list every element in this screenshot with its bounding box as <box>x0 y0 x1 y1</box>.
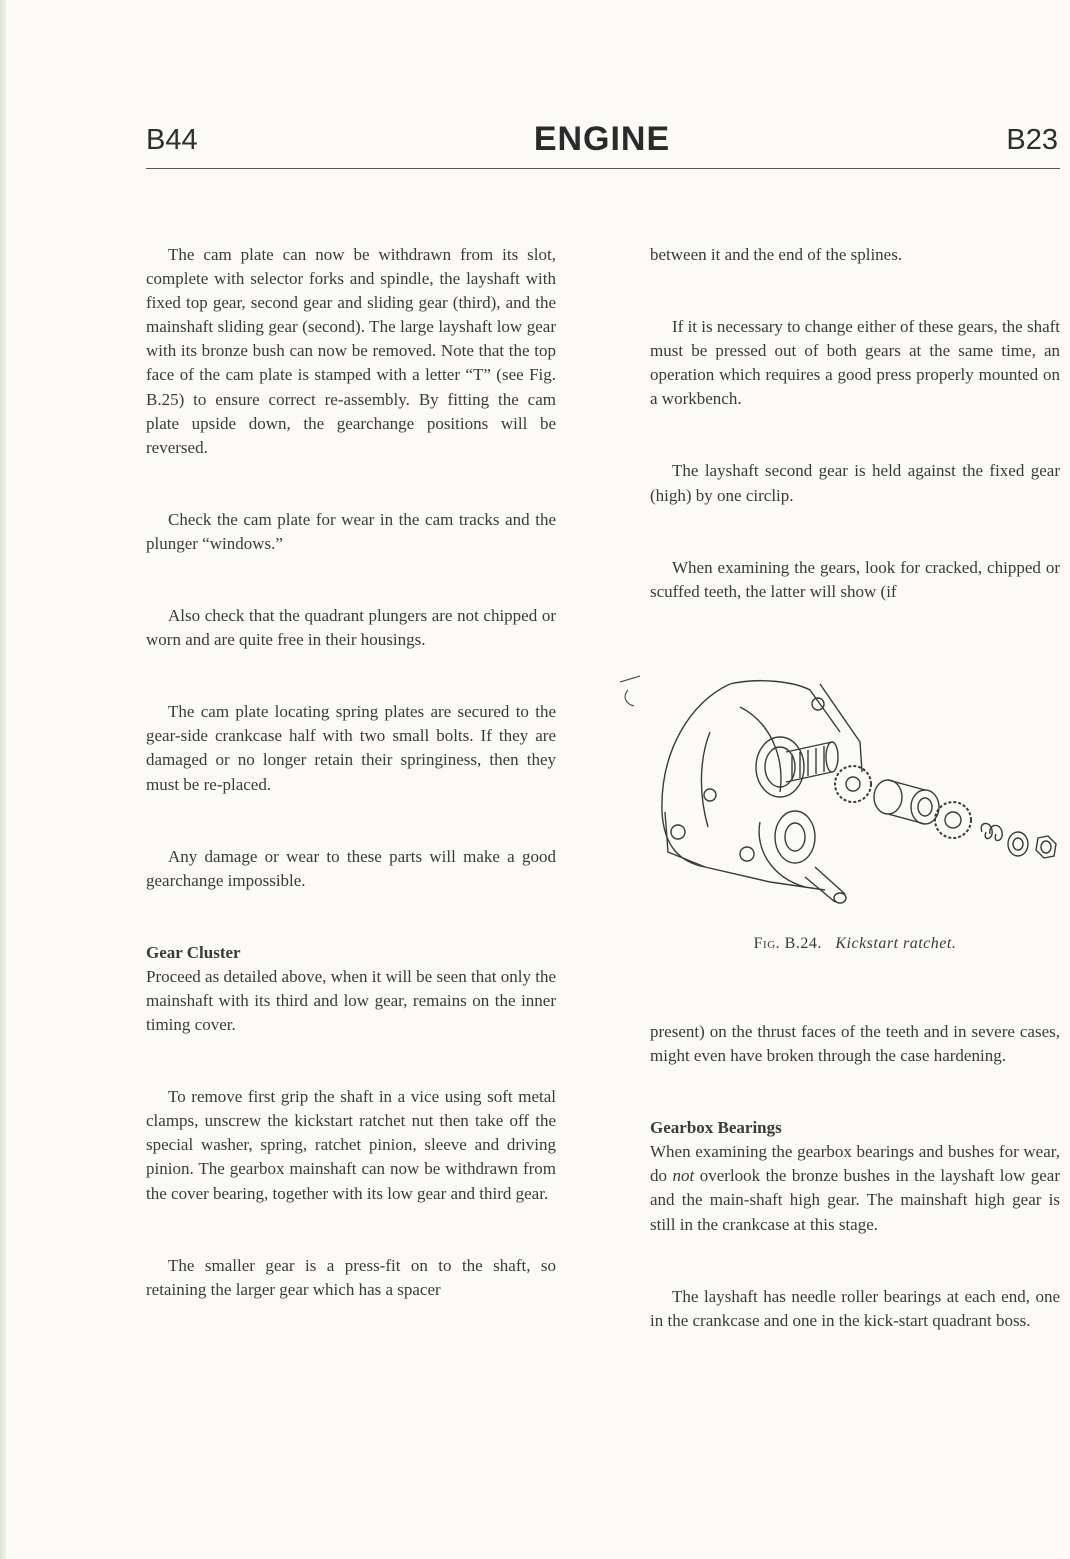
paragraph: Proceed as detailed above, when it will be seen that only the mainshaft with its third and low gear, remains on the inner timing cover. <box>146 966 556 1035</box>
right-column-upper <box>650 243 1060 604</box>
paragraph: To remove first grip the shaft in a vice using soft metal clamps, unscrew the kickstart ratchet nut then take off the special washer, spring, ratchet pinion, sleeve and driving pinion. The gearbox mainshaft can now be withdrawn from the cover bearing, together with its low gear and third gear. <box>146 1087 556 1203</box>
paragraph: When examining the gears, look for cracked, chipped or scuffed teeth, the latter will show (if <box>650 557 1060 601</box>
figure-caption <box>650 935 1060 953</box>
left-column <box>146 243 556 1302</box>
paragraph: The layshaft has needle roller bearings at each end, one in the crankcase and one in the kick-start quadrant boss. <box>650 1286 1060 1330</box>
section-heading-gearbox-bearings: Gearbox Bearings <box>650 1118 782 1138</box>
page-binding-edge <box>0 0 6 1559</box>
paragraph: present) on the thrust faces of the teeth and in severe cases, might even have broken through the case hardening. <box>650 1022 1060 1066</box>
header-right-code: B23 <box>1006 124 1058 156</box>
paragraph: The smaller gear is a press-fit on to the shaft, so retaining the larger gear which has a spacer <box>146 1255 556 1299</box>
paragraph: If it is necessary to change either of these gears, the shaft must be pressed out of both gears at the same time, an operation which requires a good press properly mounted on a workbench. <box>650 317 1061 409</box>
page-header <box>146 118 1058 168</box>
figure-title: Kickstart ratchet. <box>835 935 957 952</box>
paragraph: When examining the gearbox bearings and bushes for wear, do not overlook the bronze bushes in the layshaft low gear and the main-shaft high gear. The mainshaft high gear is still in the crankcase at this stage. <box>650 1142 1060 1234</box>
right-column-lower <box>650 1020 1060 1333</box>
kickstart-ratchet-illustration <box>610 662 1062 912</box>
figure-number: Fig. B.24. <box>753 935 822 952</box>
paragraph: Any damage or wear to these parts will make a good gearchange impossible. <box>146 846 556 890</box>
paragraph: Also check that the quadrant plungers are not chipped or worn and are quite free in their housings. <box>146 606 556 650</box>
header-rule <box>146 168 1060 169</box>
paragraph: Check the cam plate for wear in the cam tracks and the plunger “windows.” <box>146 509 556 553</box>
paragraph: The cam plate can now be withdrawn from its slot, complete with selector forks and spindle, the layshaft with fixed top gear, second gear and sliding gear (third), and the mainshaft sliding gear (second). The large layshaft low gear with its bronze bush can now be removed. Note that the top face of the cam plate is stamped with a letter “T” (see Fig. B.25) to ensure correct re-assembly. By fitting the cam plate upside down, the gearchange positions will be reversed. <box>146 245 556 457</box>
paragraph: The cam plate locating spring plates are secured to the gear-side crankcase half with two small bolts. If they are damaged or no longer retain their springiness, then they must be re-placed. <box>146 702 556 794</box>
section-heading-gear-cluster: Gear Cluster <box>146 942 241 962</box>
paragraph: between it and the end of the splines. <box>650 245 903 264</box>
header-left-code: B44 <box>146 124 198 156</box>
header-title: ENGINE <box>533 120 671 158</box>
paragraph: The layshaft second gear is held against the fixed gear (high) by one circlip. <box>650 461 1060 505</box>
